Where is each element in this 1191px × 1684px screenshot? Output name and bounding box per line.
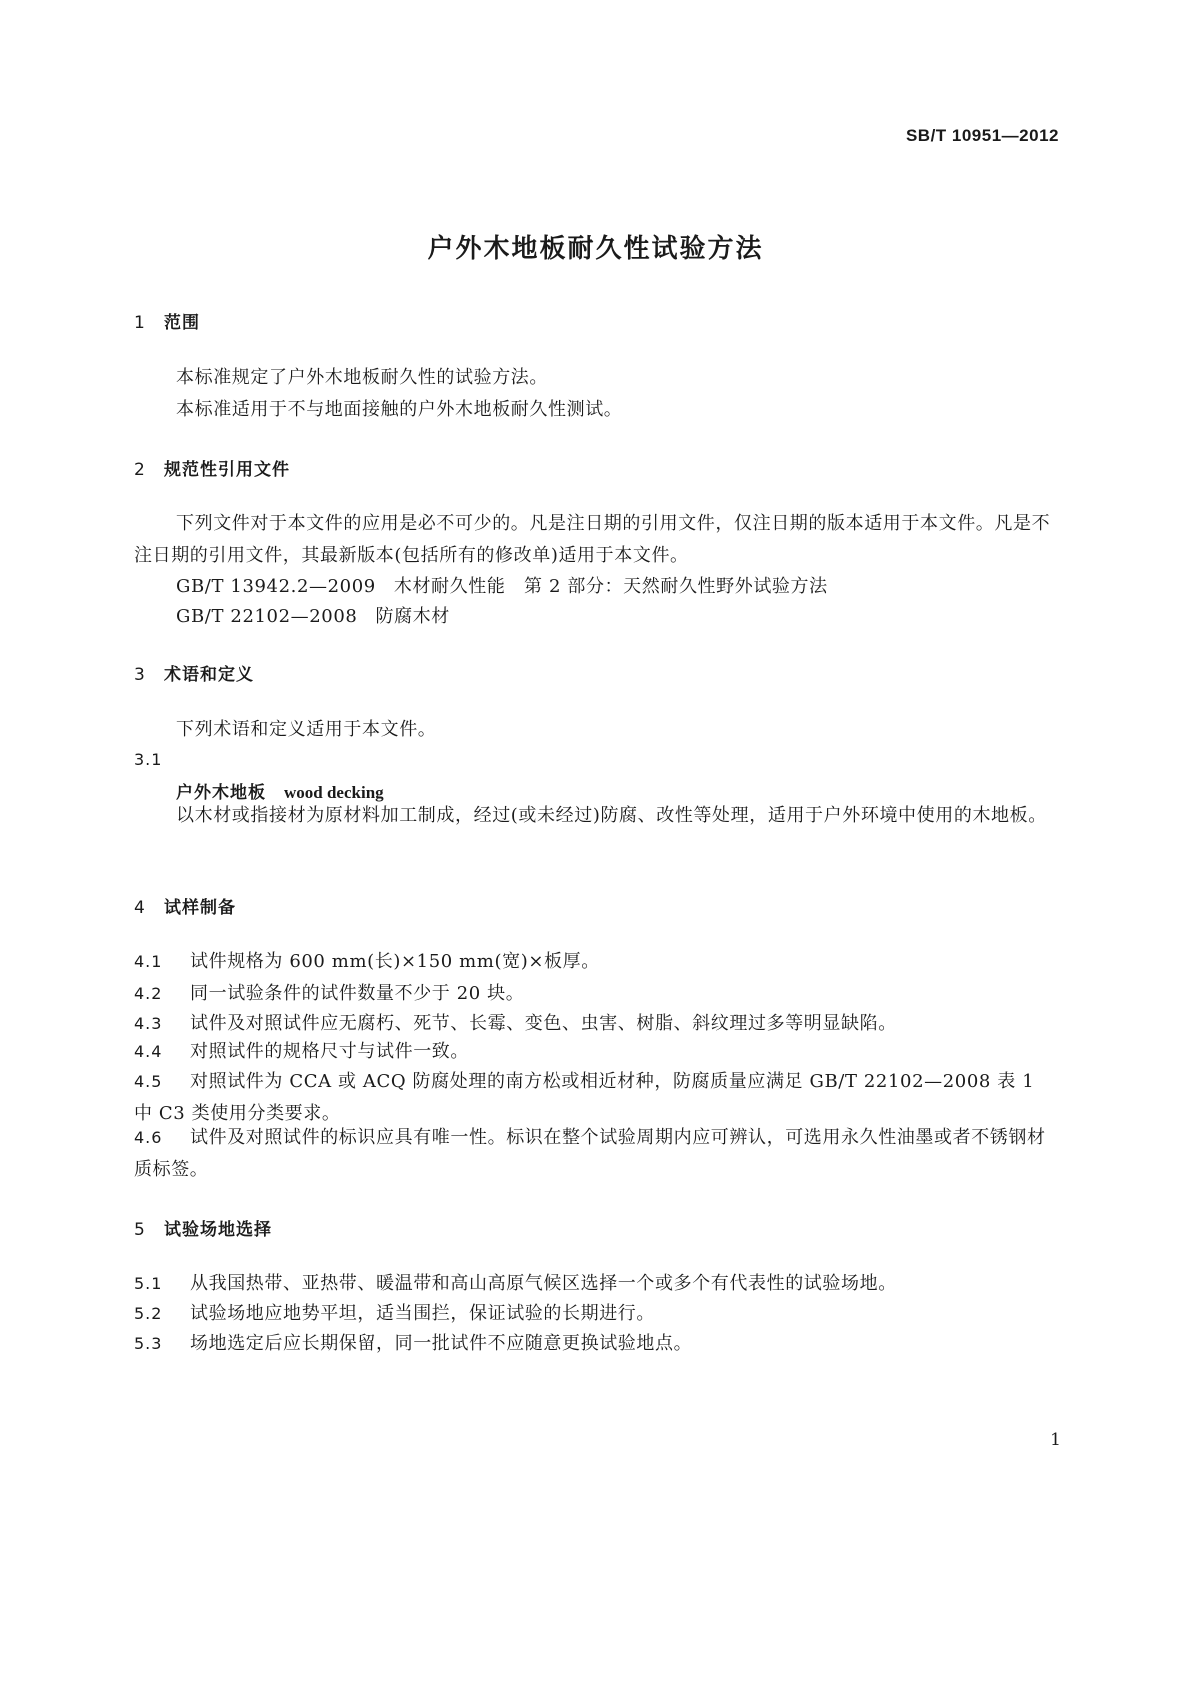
clause-item (134, 1268, 1054, 1300)
section-number: 1 (134, 313, 146, 333)
section-title: 范围 (164, 313, 200, 333)
standard-code: SB/T 10951—2012 (905, 126, 1059, 145)
clause-item (134, 1298, 1054, 1330)
clause-number: 5.2 (134, 1304, 163, 1323)
section-2-heading (134, 455, 290, 480)
reference-title: 木材耐久性能 第 2 部分：天然耐久性野外试验方法 (393, 576, 828, 597)
reference-code: GB/T 22102—2008 (176, 606, 358, 627)
term-english: wood decking (284, 783, 384, 802)
document-title: 户外木地板耐久性试验方法 (427, 234, 764, 264)
clause-text: 试件规格为 600 mm(长)×150 mm(宽)×板厚。 (190, 951, 600, 972)
clause-number: 4.3 (134, 1014, 163, 1033)
clause-item (134, 1036, 1054, 1068)
clause-text: 对照试件为 CCA 或 ACQ 防腐处理的南方松或相近材种，防腐质量应满足 GB/T 22102—2008 表 1 中 C3 类使用分类要求。 (134, 1071, 1035, 1124)
clause-item (134, 1122, 1054, 1186)
section-number: 3 (134, 665, 146, 685)
clause-number: 4.2 (134, 984, 163, 1003)
section-1-heading (134, 308, 200, 333)
section-4-heading (134, 893, 236, 918)
section-number: 2 (134, 460, 146, 480)
clause-number: 5.3 (134, 1334, 163, 1353)
clause-item (134, 978, 1054, 1010)
section-number: 4 (134, 898, 146, 918)
clause-item (134, 946, 1054, 978)
reference-item (176, 572, 828, 598)
clause-number: 5.1 (134, 1274, 163, 1293)
clause-text: 对照试件的规格尺寸与试件一致。 (190, 1041, 469, 1062)
reference-item (176, 602, 450, 628)
normative-refs-intro: 下列文件对于本文件的应用是必不可少的。凡是注日期的引用文件，仅注日期的版本适用于本文件。凡是不注日期的引用文件，其最新版本(包括所有的修改单)适用于本文件。 (134, 513, 1051, 566)
clause-text: 场地选定后应长期保留，同一批试件不应随意更换试验地点。 (190, 1333, 693, 1354)
section-title: 术语和定义 (164, 665, 254, 685)
section-title: 试样制备 (164, 898, 236, 918)
clause-text: 从我国热带、亚热带、暖温带和高山高原气候区选择一个或多个有代表性的试验场地。 (190, 1273, 897, 1294)
scope-paragraph-1: 本标准规定了户外木地板耐久性的试验方法。 (176, 367, 548, 388)
clause-number: 4.6 (134, 1128, 163, 1147)
clause-number: 4.1 (134, 952, 163, 971)
section-title: 试验场地选择 (164, 1220, 272, 1240)
section-title: 规范性引用文件 (164, 460, 290, 480)
term-number: 3.1 (134, 750, 163, 769)
scope-paragraph-2: 本标准适用于不与地面接触的户外木地板耐久性测试。 (176, 399, 623, 420)
clause-text: 试验场地应地势平坦，适当围拦，保证试验的长期进行。 (190, 1303, 655, 1324)
clause-number: 4.4 (134, 1042, 163, 1061)
section-number: 5 (134, 1220, 146, 1240)
page-number: 1 (1050, 1430, 1061, 1450)
reference-code: GB/T 13942.2—2009 (176, 576, 376, 597)
clause-number: 4.5 (134, 1072, 163, 1091)
reference-title: 防腐木材 (375, 606, 450, 627)
terms-intro: 下列术语和定义适用于本文件。 (176, 719, 437, 740)
clause-text: 试件及对照试件的标识应具有唯一性。标识在整个试验周期内应可辨认，可选用永久性油墨或者不锈钢材质标签。 (134, 1127, 1046, 1180)
clause-item (134, 1328, 1054, 1360)
section-5-heading (134, 1215, 272, 1240)
clause-text: 同一试验条件的试件数量不少于 20 块。 (190, 983, 525, 1004)
section-3-heading (134, 660, 254, 685)
clause-item (134, 1066, 1054, 1130)
term-definition: 以木材或指接材为原材料加工制成，经过(或未经过)防腐、改性等处理，适用于户外环境中使用的木地板。 (176, 805, 1047, 826)
term-chinese: 户外木地板 (176, 783, 266, 803)
clause-text: 试件及对照试件应无腐朽、死节、长霉、变色、虫害、树脂、斜纹理过多等明显缺陷。 (190, 1013, 897, 1034)
